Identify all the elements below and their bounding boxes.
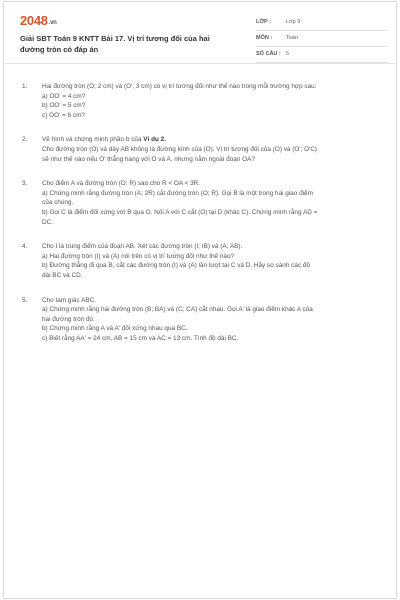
question-5 bbox=[22, 296, 384, 344]
title-line: đường tròn có đáp án bbox=[20, 44, 99, 54]
meta-key: LỚP : bbox=[256, 19, 271, 25]
meta-row-count bbox=[256, 48, 388, 63]
site-logo[interactable] bbox=[20, 13, 57, 28]
meta-row-class bbox=[256, 16, 388, 31]
question-number: 2. bbox=[22, 136, 28, 144]
meta-value: Lớp 9 bbox=[286, 19, 301, 25]
question-number: 5. bbox=[22, 296, 28, 304]
question-text: dài BC và CD. bbox=[42, 271, 83, 279]
question-text: a) Hai đường tròn (I) và (A) nói trên có vị trí tương đối như thế nào? bbox=[42, 252, 235, 260]
question-text: b) Chứng minh rằng A và A' đối xứng nhau qua BC. bbox=[42, 325, 188, 333]
logo-text: 2048 bbox=[20, 13, 48, 28]
meta-key: MÔN : bbox=[256, 35, 273, 41]
question-text: a) Chứng minh rằng đường tròn (A; 2R) cắt đường tròn (O; R). Gọi B là một trong hai giao điểm bbox=[42, 189, 313, 197]
meta-value: Toán bbox=[286, 35, 298, 41]
question-number: 1. bbox=[22, 83, 28, 90]
document-page bbox=[3, 1, 397, 599]
question-text: DC. bbox=[42, 218, 54, 226]
question-text: Cho I là trung điểm của đoạn AB. Xét các đường tròn (I; IB) và (A; AB). bbox=[42, 243, 243, 251]
question-text: b) Gọi C là điểm đối xứng với B qua O. Nối A với C cắt (O) tại D (khác C). Chứng minh rằng AD = bbox=[42, 208, 318, 216]
question-text-prefix: Vẽ hình và chứng minh phần b của bbox=[42, 136, 144, 144]
question-text: sẽ như thế nào nếu O' thẳng hàng với O và A, nhưng nằm ngoài đoạn OA? bbox=[42, 155, 255, 163]
question-number: 4. bbox=[22, 243, 28, 251]
meta-key: SỐ CÂU : bbox=[256, 51, 281, 57]
question-text: Cho điểm A và đường tròn (O; R) sao cho R < OA < 3R. bbox=[42, 180, 201, 188]
question-3 bbox=[22, 179, 384, 227]
question-2 bbox=[22, 135, 384, 164]
logo-tld: .vn bbox=[48, 20, 57, 26]
question-text: c) OO' = 6 cm? bbox=[42, 111, 85, 119]
meta-value: 5 bbox=[286, 51, 290, 57]
question-text: Cho tam giác ABC. bbox=[42, 296, 96, 304]
document-title bbox=[20, 34, 235, 55]
question-text: hai đường tròn đó. bbox=[42, 315, 95, 323]
question-number: 3. bbox=[22, 180, 28, 188]
question-text: b) OO' = 5 cm? bbox=[42, 102, 86, 110]
meta-row-subject bbox=[256, 32, 388, 47]
title-line: Giải SBT Toán 9 KNTT Bài 17. Vị trí tương đối của hai bbox=[20, 34, 210, 43]
question-text: b) Đường thẳng đi qua B, cắt các đường tròn (I) và (A) lần lượt tại C và D. Hãy so sánh các độ bbox=[42, 262, 311, 270]
meta-table bbox=[256, 16, 388, 64]
question-text: Cho đường tròn (O) và dây AB không là đường kính của (O). Vị trí tương đối của (O) và (O'; O'C) bbox=[42, 145, 318, 153]
question-text: Hai đường tròn (O; 2 cm) và (O'; 3 cm) có vị trí tương đối như thế nào trong mỗi trường hợp sau: bbox=[42, 83, 317, 90]
question-text bbox=[42, 135, 384, 145]
question-1 bbox=[22, 82, 384, 120]
question-text: a) OO' = 4 cm? bbox=[42, 92, 86, 100]
document-header bbox=[4, 2, 396, 64]
question-list bbox=[22, 82, 384, 358]
question-text-bold: Ví dụ 2. bbox=[143, 136, 167, 144]
question-text: c) Biết rằng AA' = 24 cm, AB = 15 cm và AC = 13 cm. Tính độ dài BC. bbox=[42, 334, 239, 342]
question-4 bbox=[22, 242, 384, 280]
question-text: của chúng. bbox=[42, 199, 74, 207]
question-text: a) Chứng minh rằng hai đường tròn (B; BA) và (C; CA) cắt nhau. Gọi A' là giao điểm khác A của bbox=[42, 306, 313, 314]
